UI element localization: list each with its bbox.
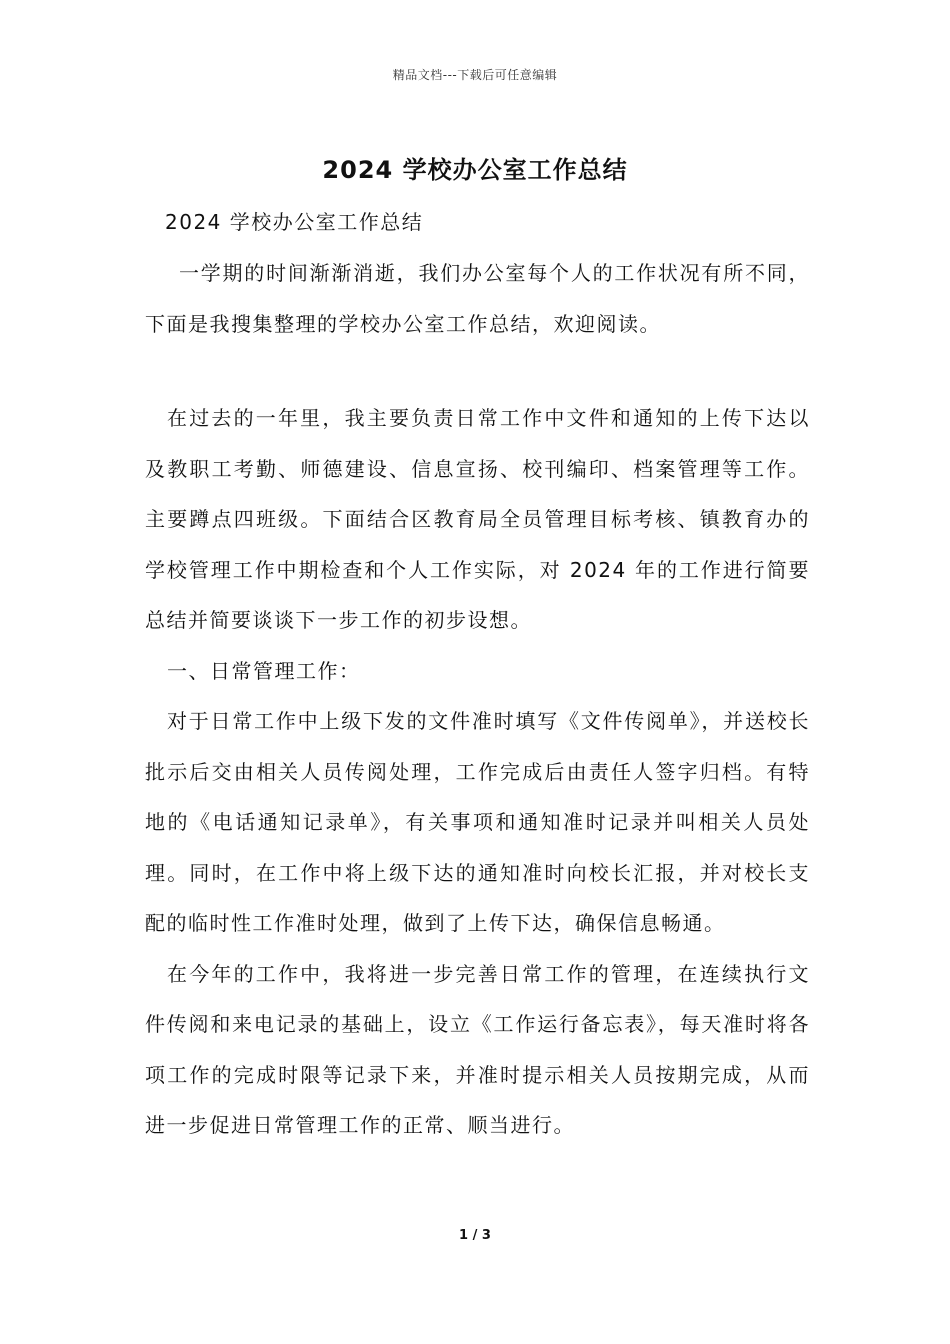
- page-number: 1 / 3: [459, 1228, 491, 1243]
- page-header-note: 精品文档---下载后可任意编辑: [392, 68, 558, 82]
- intro-text: 一学期的时间渐渐消逝，我们办公室每个人的工作状况有所不同，下面是我搜集整理的学校办公室工作总结，欢迎阅读。: [145, 261, 810, 336]
- body-paragraph-1: 在过去的一年里，我主要负责日常工作中文件和通知的上传下达以及教职工考勤、师德建设、信息宣扬、校刊编印、档案管理等工作。主要蹲点四班级。下面结合区教育局全员管理目标考核、镇教育办的学校管理工作中期检查和个人工作实际，对 2024 年的工作进行简要总结并简要谈谈下一步工作的初步设想。: [145, 406, 810, 632]
- document-subtitle: 2024 学校办公室工作总结: [165, 210, 424, 234]
- body-paragraph-2: 对于日常工作中上级下发的文件准时填写《文件传阅单》，并送校长批示后交由相关人员传阅处理，工作完成后由责任人签字归档。有特地的《电话通知记录单》，有关事项和通知准时记录并叫相关人员处理。同时，在工作中将上级下达的通知准时向校长汇报，并对校长支配的临时性工作准时处理，做到了上传下达，确保信息畅通。: [145, 709, 810, 935]
- body-paragraph-3: 在今年的工作中，我将进一步完善日常工作的管理，在连续执行文件传阅和来电记录的基础上，设立《工作运行备忘表》，每天准时将各项工作的完成时限等记录下来，并准时提示相关人员按期完成，从而进一步促进日常管理工作的正常、顺当进行。: [145, 961, 810, 1137]
- document-title: 2024 学校办公室工作总结: [322, 156, 628, 184]
- section-heading: 一、日常管理工作：: [167, 658, 361, 683]
- intro-paragraph: [145, 248, 810, 349]
- document-body: [145, 393, 810, 1151]
